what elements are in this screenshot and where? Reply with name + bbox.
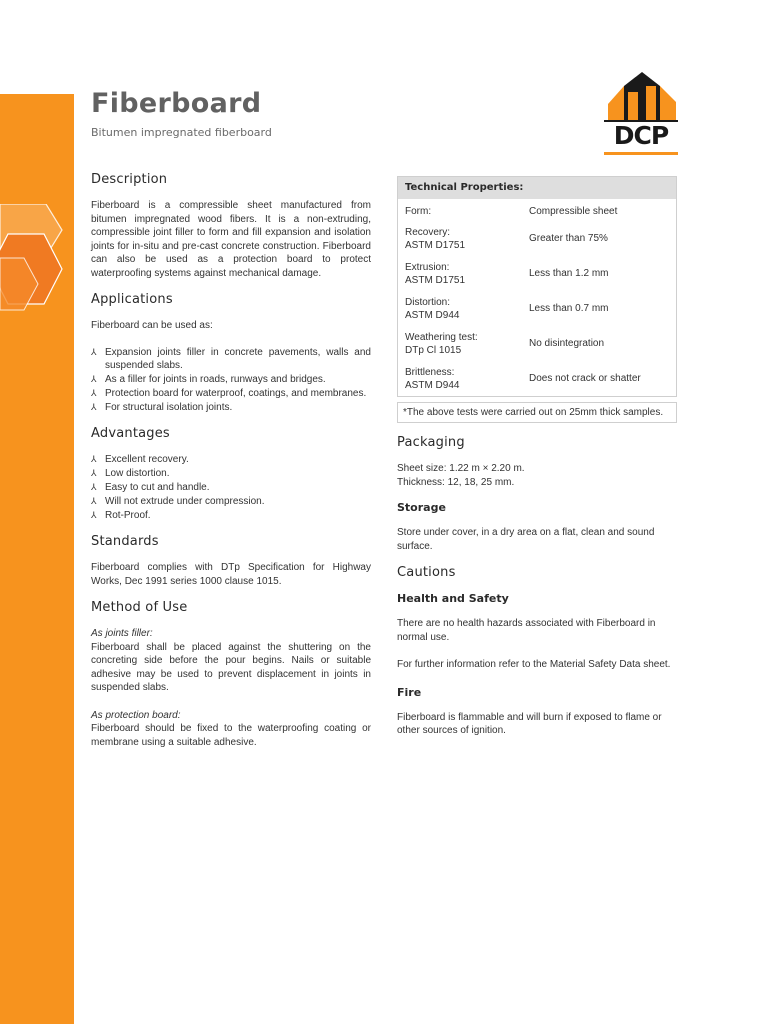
property-name: Brittleness: ASTM D944 xyxy=(405,366,460,391)
spacer xyxy=(91,695,371,709)
property-name: Recovery: ASTM D1751 xyxy=(405,226,466,251)
standards-text: Fiberboard complies with DTp Specification for Highway Works, Dec 1991 series 1000 clause 1015. xyxy=(91,562,371,587)
list-item: ⅄ Easy to cut and handle. xyxy=(91,482,210,494)
table-row xyxy=(398,291,676,326)
applications-intro: Fiberboard can be used as: xyxy=(91,320,213,331)
applications-list xyxy=(91,346,371,415)
applications-section xyxy=(91,292,371,414)
bullet-icon: ⅄ xyxy=(91,509,97,520)
property-value: Less than 1.2 mm xyxy=(529,268,609,279)
list-item: ⅄ Rot-Proof. xyxy=(91,509,151,521)
side-accent-bar xyxy=(0,94,74,1024)
bullet-icon: ⅄ xyxy=(91,387,97,398)
property-value: Greater than 75% xyxy=(529,233,608,244)
list-item: ⅄ As a filler for joints in roads, runways and bridges. xyxy=(91,374,326,386)
property-value: Less than 0.7 mm xyxy=(529,303,609,314)
fire-text: Fiberboard is flammable and will burn if exposed to flame or other sources of ignition. xyxy=(397,711,662,736)
bullet-icon: ⅄ xyxy=(91,346,97,357)
list-item: ⅄ Low distortion. xyxy=(91,468,170,480)
logo-text: DCP xyxy=(613,121,669,150)
property-value: Does not crack or shatter xyxy=(529,373,641,384)
standards-section xyxy=(91,534,371,588)
bullet-icon: ⅄ xyxy=(91,482,97,493)
bullet-icon: ⅄ xyxy=(91,401,97,412)
method-section xyxy=(91,600,371,749)
spacer xyxy=(397,423,677,435)
standards-heading: Standards xyxy=(91,534,159,550)
protection-board-text: Fiberboard should be fixed to the waterproofing coating or membrane using a suitable adhesive. xyxy=(91,723,371,748)
table-row xyxy=(398,256,676,291)
property-name: Extrusion: ASTM D1751 xyxy=(405,261,466,286)
msds-info-text: For further information refer to the Material Safety Data sheet. xyxy=(397,659,671,670)
page-subtitle: Bitumen impregnated fiberboard xyxy=(91,126,272,139)
packaging-section xyxy=(397,435,677,489)
technical-properties-table xyxy=(397,176,677,397)
bullet-icon: ⅄ xyxy=(91,495,97,506)
protection-board-label: As protection board: xyxy=(91,709,181,721)
technical-properties-heading: Technical Properties: xyxy=(398,177,676,199)
property-value: Compressible sheet xyxy=(529,205,618,217)
property-value: No disintegration xyxy=(529,338,605,349)
table-row xyxy=(398,326,676,361)
bullet-icon: ⅄ xyxy=(91,454,97,465)
storage-section xyxy=(397,501,677,553)
storage-text: Store under cover, in a dry area on a flat, clean and sound surface. xyxy=(397,527,655,552)
sheet-size-text: Sheet size: 1.22 m × 2.20 m. xyxy=(397,463,525,474)
property-name: Weathering test: DTp Cl 1015 xyxy=(405,331,478,356)
advantages-heading: Advantages xyxy=(91,426,170,442)
list-item: ⅄ For structural isolation joints. xyxy=(91,401,233,413)
applications-heading: Applications xyxy=(91,292,173,307)
joints-filler-text: Fiberboard shall be placed against the shuttering on the concreting side before the pour begins. Nails or suitable adhesive may be used to prevent displacement in joints in suspended slabs. xyxy=(91,641,371,694)
technical-note: *The above tests were carried out on 25mm thick samples. xyxy=(397,402,677,423)
advantages-section xyxy=(91,426,371,522)
description-heading: Description xyxy=(91,172,168,187)
health-safety-heading: Health and Safety xyxy=(397,592,509,605)
list-item: ⅄ Expansion joints filler in concrete pavements, walls and suspended slabs. xyxy=(91,346,371,372)
list-item: ⅄ Excellent recovery. xyxy=(91,454,189,466)
list-item: ⅄ Protection board for waterproof, coatings, and membranes. xyxy=(91,387,367,399)
description-text: Fiberboard is a compressible sheet manufactured from bitumen impregnated wood fibers. It is a non-extruding, compressible joint filler to form and fill expansion and isolation joints for in-situ and pre-cast concrete construction. Fiberboard can also be used as a protection board to protect waterproofing systems against mechanical damage. xyxy=(91,200,371,279)
hexagon-decoration xyxy=(0,204,74,444)
bullet-icon: ⅄ xyxy=(91,374,97,385)
thickness-text: Thickness: 12, 18, 25 mm. xyxy=(397,476,515,488)
table-row xyxy=(398,361,676,396)
cautions-section xyxy=(397,565,677,738)
bullet-icon: ⅄ xyxy=(91,468,97,479)
page-title: Fiberboard xyxy=(91,88,262,119)
left-column xyxy=(91,172,371,761)
joints-filler-label: As joints filler: xyxy=(91,628,153,640)
storage-heading: Storage xyxy=(397,501,446,514)
table-row xyxy=(398,221,676,256)
list-item: ⅄ Will not extrude under compression. xyxy=(91,495,265,507)
property-name: Distortion: ASTM D944 xyxy=(405,296,460,321)
spacer xyxy=(397,672,677,686)
spacer xyxy=(397,644,677,658)
right-column xyxy=(397,176,677,750)
fire-heading: Fire xyxy=(397,685,422,699)
method-heading: Method of Use xyxy=(91,600,188,616)
description-section xyxy=(91,172,371,280)
property-name: Form: xyxy=(405,205,432,217)
cautions-heading: Cautions xyxy=(397,565,456,580)
packaging-heading: Packaging xyxy=(397,435,465,450)
table-row xyxy=(398,199,676,221)
health-safety-text: There are no health hazards associated with Fiberboard in normal use. xyxy=(397,618,656,643)
advantages-list xyxy=(91,453,371,522)
